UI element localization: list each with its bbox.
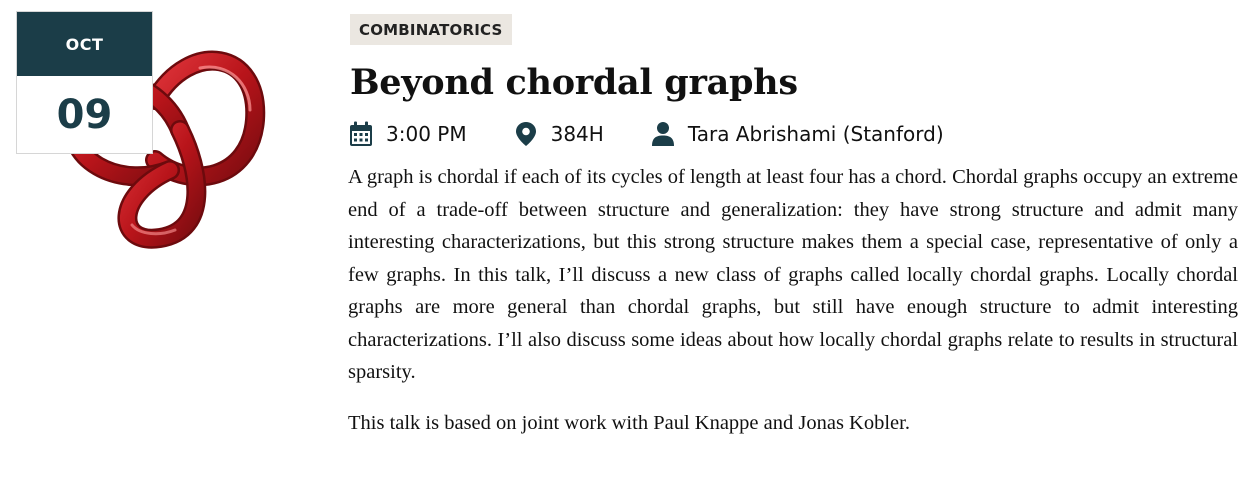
event-title[interactable]: Beyond chordal graphs bbox=[350, 62, 798, 103]
date-month: OCT bbox=[17, 12, 152, 76]
event-location-text: 384H bbox=[550, 122, 604, 146]
event-content bbox=[348, 14, 1238, 439]
event-meta bbox=[348, 119, 1238, 149]
event-abstract bbox=[348, 161, 1238, 439]
date-card bbox=[16, 11, 153, 154]
abstract-paragraph: A graph is chordal if each of its cycles of length at least four has a chord. Chordal graphs occupy an extreme end of a trade-off between structure and generalization: they have strong structure and admit many interesting characterizations, but this strong structure makes them a special case, representative of only a few graphs. In this talk, I’ll discuss a new class of graphs called locally chordal graphs. Locally chordal graphs are more general than chordal graphs, but still have enough structure to admit interesting characterizations. I’ll also discuss some ideas about how locally chordal graphs relate to results in structural sparsity. bbox=[348, 166, 1238, 383]
date-day: 09 bbox=[56, 92, 113, 138]
category-tag[interactable]: COMBINATORICS bbox=[350, 14, 512, 45]
map-pin-icon bbox=[513, 121, 539, 147]
event-time-text: 3:00 PM bbox=[386, 122, 467, 146]
person-icon bbox=[650, 121, 676, 147]
abstract-paragraph: This talk is based on joint work with Paul Knappe and Jonas Kobler. bbox=[348, 411, 910, 434]
event-speaker bbox=[650, 121, 944, 147]
event-time bbox=[348, 121, 467, 147]
event-location bbox=[513, 121, 604, 147]
event-speaker-text: Tara Abrishami (Stanford) bbox=[687, 122, 944, 146]
calendar-icon bbox=[348, 121, 374, 147]
